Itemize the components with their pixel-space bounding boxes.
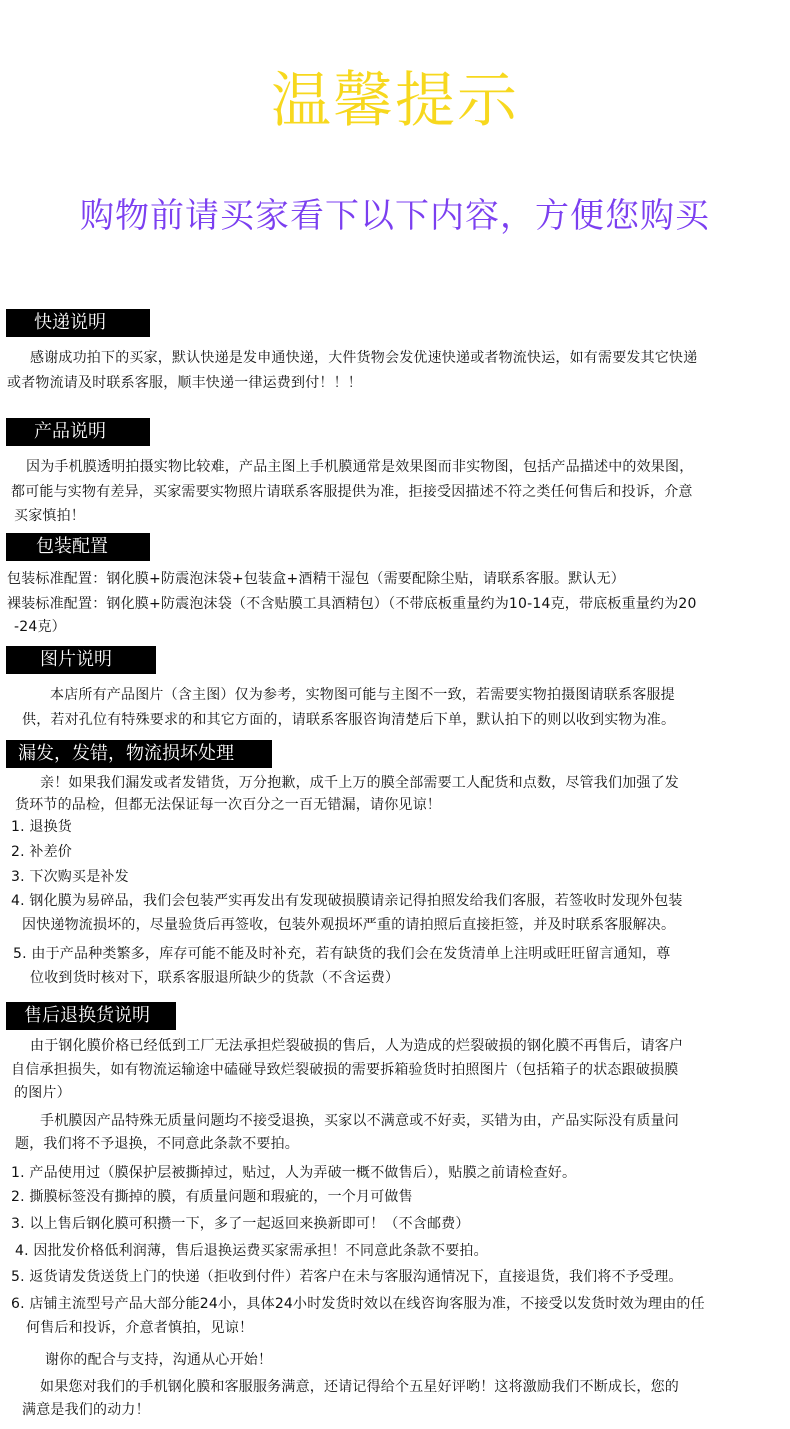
section-header-pictures: 图片说明: [6, 646, 156, 674]
aftersales-line-14: 如果您对我们的手机钢化膜和客服服务满意，还请记得给个五星好评哟！这将激励我们不断成长，您的: [40, 1379, 679, 1395]
aftersales-line-13: 谢你的配合与支持，沟通从心开始！: [45, 1352, 273, 1368]
errors-line-3: 1. 退换货: [11, 819, 73, 835]
aftersales-line-1: 由于钢化膜价格已经低到工厂无法承担烂裂破损的售后，人为造成的烂裂破损的钢化膜不再售后，请客户: [30, 1038, 684, 1054]
packaging-line-3: -24克）: [14, 619, 66, 635]
express-line-1: 感谢成功拍下的买家，默认快递是发申通快递，大件货物会发优速快递或者物流快运，如有需要发其它快递: [30, 350, 698, 366]
aftersales-line-15: 满意是我们的动力！: [22, 1402, 150, 1418]
aftersales-line-8: 3. 以上售后钢化膜可积攒一下，多了一起返回来换新即可！（不含邮费）: [11, 1216, 470, 1232]
errors-line-5: 3. 下次购买是补发: [11, 869, 129, 885]
subtitle: 购物前请买家看下以下内容，方便您购买: [80, 196, 710, 236]
errors-line-1: 亲！如果我们漏发或者发错货，万分抱歉，成千上万的膜全部需要工人配货和点数，尽管我们加强了发: [40, 775, 679, 791]
aftersales-line-3: 的图片）: [14, 1085, 71, 1101]
errors-line-8: 5. 由于产品种类繁多，库存可能不能及时补充，若有缺货的我们会在发货清单上注明或旺旺留言通知，尊: [13, 946, 671, 962]
aftersales-line-9: 4. 因批发价格低利润薄，售后退换运费买家需承担！不同意此条款不要拍。: [15, 1243, 488, 1259]
section-header-product: 产品说明: [6, 418, 150, 446]
errors-line-7: 因快递物流损坏的，尽量验货后再签收，包装外观损坏严重的请拍照后直接拒签，并及时联系客服解决。: [22, 917, 676, 933]
aftersales-line-4: 手机膜因产品特殊无质量问题均不接受退换，买家以不满意或不好卖，买错为由，产品实际没有质量问: [40, 1113, 679, 1129]
product-line-3: 买家慎拍！: [14, 508, 85, 524]
aftersales-line-2: 自信承担损失，如有物流运输途中磕碰导致烂裂破损的需要拆箱验货时拍照图片（包括箱子的状态跟破损膜: [11, 1062, 679, 1078]
pictures-line-2: 供，若对孔位有特殊要求的和其它方面的，请联系客服咨询清楚后下单，默认拍下的则以收到实物为准。: [22, 712, 676, 728]
errors-line-4: 2. 补差价: [11, 844, 73, 860]
section-header-packaging: 包装配置: [6, 533, 150, 561]
pictures-line-1: 本店所有产品图片（含主图）仅为参考，实物图可能与主图不一致，若需要实物拍摄图请联系客服提: [50, 687, 675, 703]
title: 温馨提示: [271, 66, 519, 136]
errors-line-9: 位收到货时核对下，联系客服退所缺少的货款（不含运费）: [30, 970, 400, 986]
aftersales-line-7: 2. 撕膜标签没有撕掉的膜，有质量问题和瑕疵的，一个月可做售: [11, 1189, 413, 1205]
aftersales-line-5: 题，我们将不予退换，不同意此条款不要拍。: [15, 1136, 299, 1152]
aftersales-line-12: 何售后和投诉，介意者慎拍，见谅！: [26, 1320, 254, 1336]
packaging-line-2: 裸装标准配置：钢化膜+防震泡沫袋（不含贴膜工具酒精包）（不带底板重量约为10-14克，带底板重量约为20: [7, 596, 697, 612]
product-line-2: 都可能与实物有差异，买家需要实物照片请联系客服提供为准，拒接受因描述不符之类任何售后和投诉，介意: [11, 484, 693, 500]
aftersales-line-11: 6. 店铺主流型号产品大部分能24小，具体24小时发货时效以在线咨询客服为准，不接受以发货时效为理由的任: [11, 1296, 705, 1312]
section-header-express: 快递说明: [6, 309, 150, 337]
product-line-1: 因为手机膜透明拍摄实物比较难，产品主图上手机膜通常是效果图而非实物图，包括产品描述中的效果图，: [26, 459, 694, 475]
express-line-2: 或者物流请及时联系客服，顺丰快递一律运费到付！！！: [7, 375, 362, 391]
section-header-aftersales: 售后退换货说明: [6, 1002, 176, 1030]
errors-line-6: 4. 钢化膜为易碎品，我们会包装严实再发出有发现破损膜请亲记得拍照发给我们客服，若签收时发现外包装: [11, 893, 683, 909]
section-header-errors: 漏发，发错，物流损坏处理: [6, 740, 272, 768]
aftersales-line-10: 5. 返货请发货送货上门的快递（拒收到付件）若客户在未与客服沟通情况下，直接退货，我们将不予受理。: [11, 1269, 683, 1285]
aftersales-line-6: 1. 产品使用过（膜保护层被撕掉过，贴过，人为弄破一概不做售后），贴膜之前请检查好。: [11, 1165, 577, 1181]
packaging-line-1: 包装标准配置：钢化膜+防震泡沫袋+包装盒+酒精干湿包（需要配除尘贴，请联系客服。默认无）: [7, 571, 625, 587]
errors-line-2: 货环节的品检，但都无法保证每一次百分之一百无错漏，请你见谅！: [15, 797, 441, 813]
